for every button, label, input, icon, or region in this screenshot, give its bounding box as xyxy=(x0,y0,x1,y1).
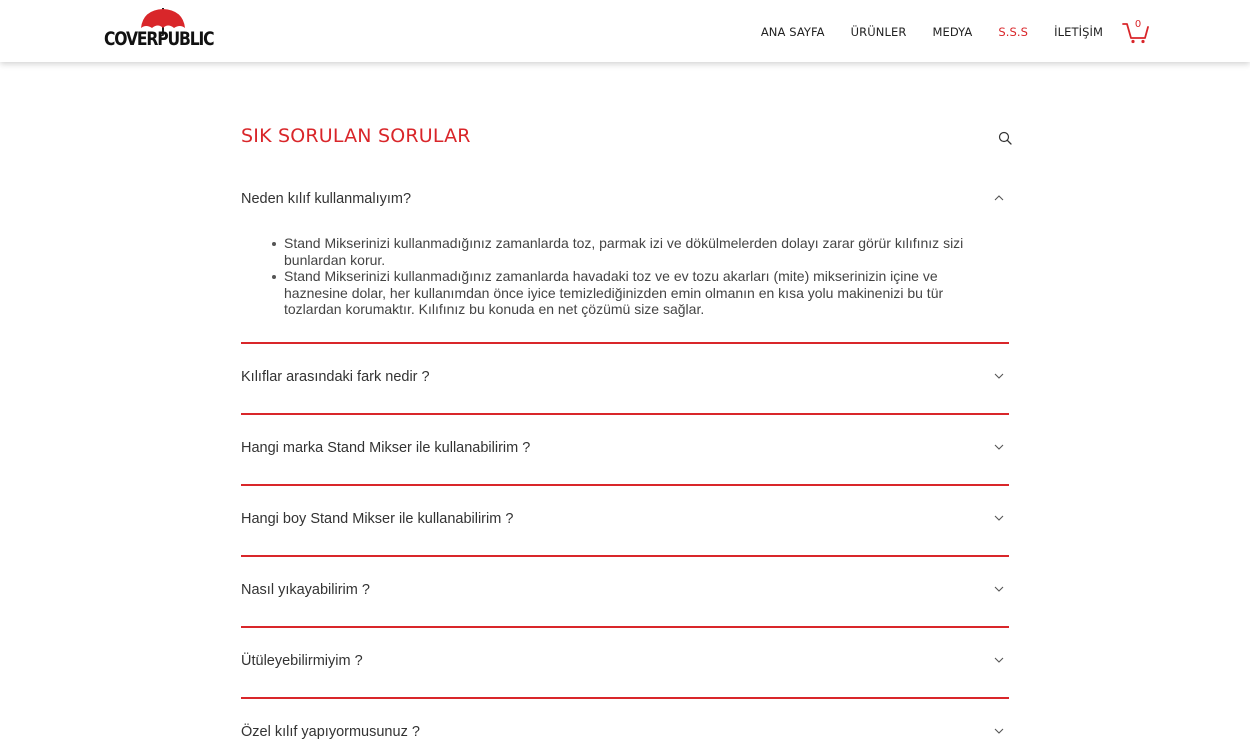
faq-question: Hangi boy Stand Mikser ile kullanabilirim ? xyxy=(241,510,514,527)
faq-question: Nasıl yıkayabilirim ? xyxy=(241,581,370,598)
site-header xyxy=(0,0,1250,62)
page-title: SIK SORULAN SORULAR xyxy=(241,125,471,147)
chevron-down-icon xyxy=(994,586,1004,592)
nav-urunler[interactable]: ÜRÜNLER xyxy=(850,25,907,39)
faq-question-toggle[interactable] xyxy=(241,486,1009,555)
chevron-down-icon xyxy=(994,657,1004,663)
faq-answer-item: Stand Mikserinizi kullanmadığınız zamanlarda havadaki toz ve ev tozu akarları (mite) mikserinizin içine ve haznesine dolar, her kullanımdan önce iyice temizlediğinizden emin olmanın en kısa yolu makinenizi bu tür tozlardan korumaktır. Kılıfınız bu konuda en net çözümü size sağlar. xyxy=(284,268,1009,318)
chevron-up-icon xyxy=(994,195,1004,201)
faq-item xyxy=(241,557,1009,628)
faq-answer-list xyxy=(284,235,1009,318)
chevron-down-icon xyxy=(994,444,1004,450)
search-icon xyxy=(998,131,1012,145)
faq-item xyxy=(241,166,1009,344)
faq-question-toggle[interactable] xyxy=(241,557,1009,626)
faq-item xyxy=(241,628,1009,699)
faq-list xyxy=(241,166,1009,750)
faq-question-toggle[interactable] xyxy=(241,699,1009,750)
search-button[interactable] xyxy=(998,131,1012,145)
faq-question-toggle[interactable] xyxy=(241,166,1009,228)
faq-answer xyxy=(241,228,1009,342)
nav-sss[interactable]: S.S.S xyxy=(998,25,1029,39)
cart-button[interactable] xyxy=(1122,18,1150,44)
nav-medya[interactable]: MEDYA xyxy=(932,25,973,39)
faq-question-toggle[interactable] xyxy=(241,415,1009,484)
faq-question: Ütüleyebilirmiyim ? xyxy=(241,652,363,669)
nav-ana-sayfa[interactable]: ANA SAYFA xyxy=(760,25,825,39)
faq-question: Özel kılıf yapıyormusunuz ? xyxy=(241,723,420,740)
chevron-down-icon xyxy=(994,515,1004,521)
faq-question: Kılıflar arasındaki fark nedir ? xyxy=(241,368,430,385)
coverpublic-logo[interactable] xyxy=(104,6,214,52)
faq-item xyxy=(241,344,1009,415)
faq-item xyxy=(241,486,1009,557)
faq-question: Neden kılıf kullanmalıyım? xyxy=(241,191,412,207)
faq-question-toggle[interactable] xyxy=(241,628,1009,697)
faq-question-toggle[interactable] xyxy=(241,344,1009,413)
chevron-down-icon xyxy=(994,373,1004,379)
cart-count: 0 xyxy=(1134,19,1142,30)
nav-iletisim[interactable]: İLETİŞİM xyxy=(1054,25,1103,39)
faq-item xyxy=(241,699,1009,750)
faq-item xyxy=(241,415,1009,486)
logo-text: COVERPUBLIC xyxy=(104,28,214,50)
faq-question: Hangi marka Stand Mikser ile kullanabilirim ? xyxy=(241,439,531,456)
chevron-down-icon xyxy=(994,728,1004,734)
faq-answer-item: Stand Mikserinizi kullanmadığınız zamanlarda toz, parmak izi ve dökülmelerden dolayı zarar görür kılıfınız sizi bunlardan korur. xyxy=(284,235,1009,268)
main-nav xyxy=(735,25,1103,39)
